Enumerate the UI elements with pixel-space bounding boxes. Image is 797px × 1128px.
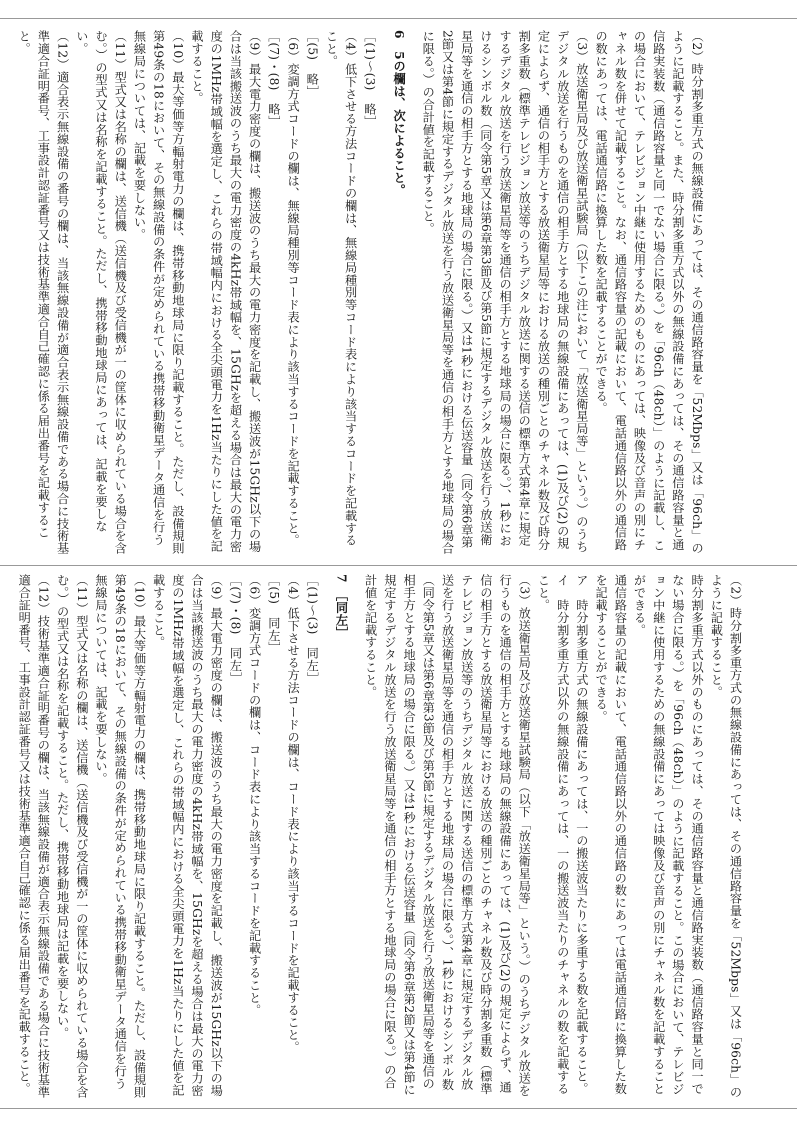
current-text-panel xyxy=(14,574,784,1099)
para-6: （6）変調方式コードの欄は、コード表により該当するコードを記載すること。 xyxy=(247,574,262,1016)
para-11: （11）型式又は名称の欄は、送信機（送信機及び受信機が一の筐体に収められている場合を含む。）の型式又は名称を記載すること。ただし、携帯移動地球局は記載を要しない。 xyxy=(55,574,89,1099)
para-10: （10）最大等価等方輻射電力の欄は、携帯移動地球局に限り記載すること。ただし、設備規則第49条の18において、その無線設備の条件が定められている携帯移動衛星データ通信を行う無線局については、記載を要しない。 xyxy=(94,574,147,1099)
para-9: （9）最大電力密度の欄は、搬送波のうち最大の電力密度を記載し、搬送波が15GHz以下の場合は当該搬送波のうち最大の電力密度の4kHz帯域幅を、15GHzを超える場合は最大の電力密度の1MHz帯域幅を選定し、これらの帯域幅内における全尖頭電力を1Hz当たりにした値を記載すること。 xyxy=(190,30,262,553)
para-1-3-same: ［(1)〜(3) 同左］ xyxy=(305,574,320,685)
para-2: （2）時分割多重方式の無線設備にあっては、その通信路容量を「52Mbps」又は「96ch」のように記載すること。 xyxy=(709,574,743,1098)
para-2-note: 通信路容量の記載において、電話通信路以外の通信路の数にあっては電話通信路に換算した数を記載することができる。 xyxy=(594,574,628,1095)
para-12: （12）適合表示無線設備の番号の欄は、当該無線設備が適合表示無線設備である場合に技術基準適合証明番号、工事設計認証番号又は技術基準適合自己確認に係る届出番号を記載すること。 xyxy=(17,30,70,555)
para-4: （4）低下させる方法コードの欄は、無線局種別等コード表により該当するコードを記載すること。 xyxy=(324,30,358,547)
top-rule xyxy=(0,18,797,19)
para-3: （3）放送衛星局及び放送衛星試験局（以下「放送衛星局等」という。）のうちデジタル放送を行うものを通信の相手方とする地球局の無線設備にあっては、(1)及び(2)の規定によらず、通信の相手方とする放送衛星局等における放送の種別ごとのチャネル数及び時分割多重数（標準テレビジョン放送等のうちデジタル放送に関する送信の標準方式第4章に規定するデジタル放送を行う放送衛星局等を通信の相手方とする地球局の場合に限る。）、1秒におけるシンボル数（同令第5章又は第6章第3節及び第5節に規定するデジタル放送を行う放送衛星局等を通信の相手方とする地球局の場合に限る。）又は1秒における伝送容量（同令第6章第2節又は第4節に規定するデジタル放送を行う放送衛星局等を通信の相手方とする地球局の場合に限る。）の合計値を記載すること。 xyxy=(363,574,532,1097)
para-1-3-omitted: ［(1)〜(3) 略］ xyxy=(362,30,377,128)
para-4: （4）低下させる方法コードの欄は、コード表により該当するコードを記載すること。 xyxy=(286,574,301,1054)
para-11: （11）型式又は名称の欄は、送信機（送信機及び受信機が一の筐体に収められている場合を含む。）の型式又は名称を記載すること。ただし、携帯移動地球局にあっては、記載を要しない。 xyxy=(74,30,128,555)
section-6-heading: 6 5の欄は、次によること。 xyxy=(392,30,407,197)
revised-text-column xyxy=(14,30,706,555)
para-5-same: ［(5) 同左］ xyxy=(266,574,281,654)
para-2: （2）時分割多重方式の無線設備にあっては、その通信路容量を「52Mbps」又は「96ch」のように記載すること。また、時分割多重方式以外の無線設備にあっては、その通信路容量と通信路実装数（通信路容量と同一でない場合に限る。）を「96ch（48ch）」のように記載し、この場合において、テレビジョン中継に使用するためのものにあっては、映像及び音声の別にチャネル数を併せて記載すること。なお、通信路容量の記載において、電話通信路以外の通信路の数にあっては、電話通信路に換算した数を記載することができる。 xyxy=(594,30,705,554)
para-3: （3）放送衛星局及び放送衛星試験局（以下この注において「放送衛星局等」という。）のうちデジタル放送を行うものを通信の相手方とする地球局の無線設備にあっては、(1)及び(2)の規定によらず、通信の相手方とする放送衛星局等における放送の種別ごとのチャネル数及び時分割多重数（標準テレビジョン放送等のうちデジタル放送に関する送信の標準方式第4章に規定するデジタル放送を行う放送衛星局等を通信の相手方とする地球局の場合に限る。）、1秒におけるシンボル数（同令第5章又は第6章第3節及び第5節に規定するデジタル放送を行う放送衛星局等を通信の相手方とする地球局の場合に限る。）又は1秒における伝送容量（同令第6章第2節又は第4節に規定するデジタル放送を行う放送衛星局等を通信の相手方とする地球局の場合に限る。）の合計値を記載すること。 xyxy=(421,30,589,555)
para-9: （9）最大電力密度の欄は、搬送波のうち最大の電力密度を記載し、搬送波が15GHz以下の場合は当該搬送波のうち最大の電力密度の4kHz帯域幅を、15GHzを超える場合は最大の電力密度の1MHz帯域幅を選定し、これらの帯域幅内における全尖頭電力を1Hz当たりにした値を記載すること。 xyxy=(151,574,224,1097)
para-6: （6）変調方式コードの欄は、無線局種別等コード表により該当するコードを記載すること。 xyxy=(286,30,301,547)
bottom-rule xyxy=(0,1108,797,1109)
current-text-column xyxy=(14,574,745,1099)
para-2-detail: 時分割多重方式以外のものにあっては、その通信路容量と通信路実装数（通信路容量と同一でない場合に限る。）を「96ch（48ch）」のように記載すること。この場合において、テレビジョン中継に使用するための無線設備にあっては映像及び音声の別にチャネル数を記載することができる。 xyxy=(632,574,705,1095)
para-2-item-a: ア 時分割多重方式の無線設備にあっては、一の搬送波当たりに多重する数を記載すること。 xyxy=(574,574,589,1095)
para-10: （10）最大等価等方輻射電力の欄は、携帯移動地球局に限り記載すること。ただし、設備規則第49条の18において、その無線設備の条件が定められている携帯移動衛星データ通信を行う無線局については、記載を要しない。 xyxy=(132,30,185,555)
revised-text-panel xyxy=(14,30,784,555)
para-2-item-i: イ 時分割多重方式以外の無線設備にあっては、一の搬送波当たりのチャネルの数を記載すること。 xyxy=(536,574,570,1095)
para-7-8-omitted: ［(7)・(8) 略］ xyxy=(266,30,281,128)
para-7-8-same: ［(7)・(8) 同左］ xyxy=(228,574,243,685)
middle-rule xyxy=(0,565,797,566)
section-7-heading: 7 ［同左］ xyxy=(334,574,349,639)
para-5-omitted: ［(5) 略］ xyxy=(305,30,320,98)
para-12: （12）技術基準適合証明番号の欄は、当該無線設備が適合表示無線設備である場合に技術基準適合証明番号、工事設計認証番号又は技術基準適合自己確認に係る届出番号を記載すること。 xyxy=(17,574,51,1099)
